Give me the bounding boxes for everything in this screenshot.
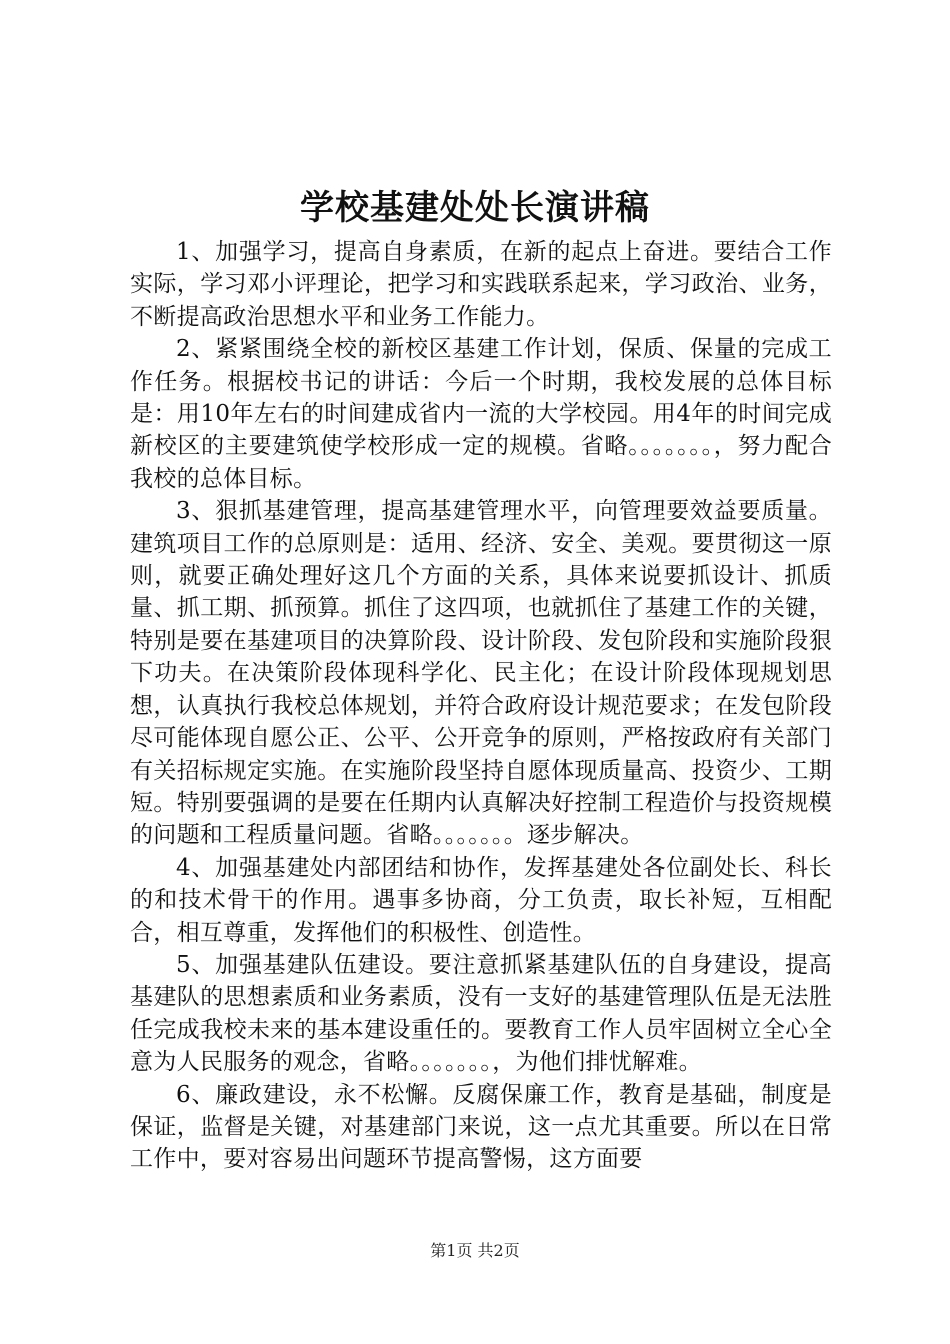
paragraph-6: 6、廉政建设，永不松懈。反腐保廉工作，教育是基础，制度是保证，监督是关键，对基建部门来说，这一点尤其重要。所以在日常工作中，要对容易出问题环节提高警惕，这方面要 [130, 1081, 832, 1173]
page-title: 学校基建处处长演讲稿 [300, 188, 650, 228]
page-footer: 第1页 共2页 [430, 1241, 520, 1260]
paragraph-2: 2、紧紧围绕全校的新校区基建工作计划，保质、保量的完成工作任务。根据校书记的讲话：今后一个时期，我校发展的总体目标是：用10年左右的时间建成省内一流的大学校园。用4年的时间完成新校区的主要建筑使学校形成一定的规模。省略。。。。。。。，努力配合我校的总体目标。 [130, 336, 832, 492]
paragraph-5: 5、加强基建队伍建设。要注意抓紧基建队伍的自身建设，提高基建队的思想素质和业务素质，没有一支好的基建管理队伍是无法胜任完成我校未来的基本建设重任的。要教育工作人员牢固树立全心全意为人民服务的观念，省略。。。。。。。，为他们排忧解难。 [130, 951, 832, 1076]
paragraph-4: 4、加强基建处内部团结和协作，发挥基建处各位副处长、科长的和技术骨干的作用。遇事多协商，分工负责，取长补短，互相配合，相互尊重，发挥他们的积极性、创造性。 [130, 854, 832, 946]
paragraph-3: 3、狠抓基建管理，提高基建管理水平，向管理要效益要质量。建筑项目工作的总原则是：适用、经济、安全、美观。要贯彻这一原则，就要正确处理好这几个方面的关系，具体来说要抓设计、抓质量、抓工期、抓预算。抓住了这四项，也就抓住了基建工作的关键，特别是要在基建项目的决算阶段、设计阶段、发包阶段和实施阶段狠下功夫。在决策阶段体现科学化、民主化；在设计阶段体现规划思想，认真执行我校总体规划，并符合政府设计规范要求；在发包阶段尽可能体现自愿公正、公平、公开竞争的原则，严格按政府有关部门有关招标规定实施。在实施阶段坚持自愿体现质量高、投资少、工期短。特别要强调的是要在任期内认真解决好控制工程造价与投资规模的问题和工程质量问题。省略。。。。。。。逐步解决。 [130, 498, 832, 849]
paragraph-1: 1、加强学习，提高自身素质，在新的起点上奋进。要结合工作实际，学习邓小评理论，把学习和实践联系起来，学习政治、业务，不断提高政治思想水平和业务工作能力。 [130, 239, 832, 330]
document-body [130, 236, 832, 1176]
